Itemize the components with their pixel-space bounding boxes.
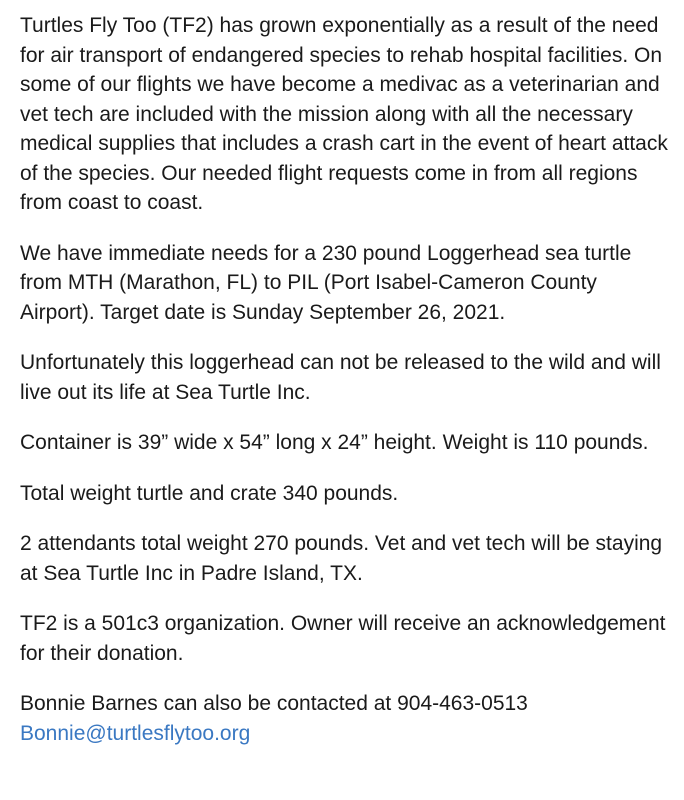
paragraph-total-weight: Total weight turtle and crate 340 pounds. xyxy=(20,481,399,505)
paragraph-immediate-needs: We have immediate needs for a 230 pound Loggerhead sea turtle from MTH (Marathon, FL) to PIL (Port Isabel-Cameron County Airport). Target date is Sunday September 26, 2021. xyxy=(20,241,632,324)
message-body xyxy=(20,11,670,748)
paragraph-attendants: 2 attendants total weight 270 pounds. Vet and vet tech will be staying at Sea Turtle Inc in Padre Island, TX. xyxy=(20,532,663,585)
contact-block xyxy=(20,689,670,748)
paragraph-release-status: Unfortunately this loggerhead can not be released to the wild and will live out its life at Sea Turtle Inc. xyxy=(20,351,661,404)
paragraph-organization: TF2 is a 501c3 organization. Owner will receive an acknowledgement for their donation. xyxy=(20,612,666,665)
contact-email-link[interactable]: Bonnie@turtlesflytoo.org xyxy=(20,721,251,745)
paragraph-intro: Turtles Fly Too (TF2) has grown exponentially as a result of the need for air transport of endangered species to rehab hospital facilities. On some of our flights we have become a medivac as a veterinarian and vet tech are included with the mission along with all the necessary medical supplies that includes a crash cart in the event of heart attack of the species. Our needed flight requests come in from all regions from coast to coast. xyxy=(20,14,668,214)
contact-phone-text: Bonnie Barnes can also be contacted at 904-463-0513 xyxy=(20,692,528,715)
paragraph-container-size: Container is 39” wide x 54” long x 24” height. Weight is 110 pounds. xyxy=(20,431,649,454)
